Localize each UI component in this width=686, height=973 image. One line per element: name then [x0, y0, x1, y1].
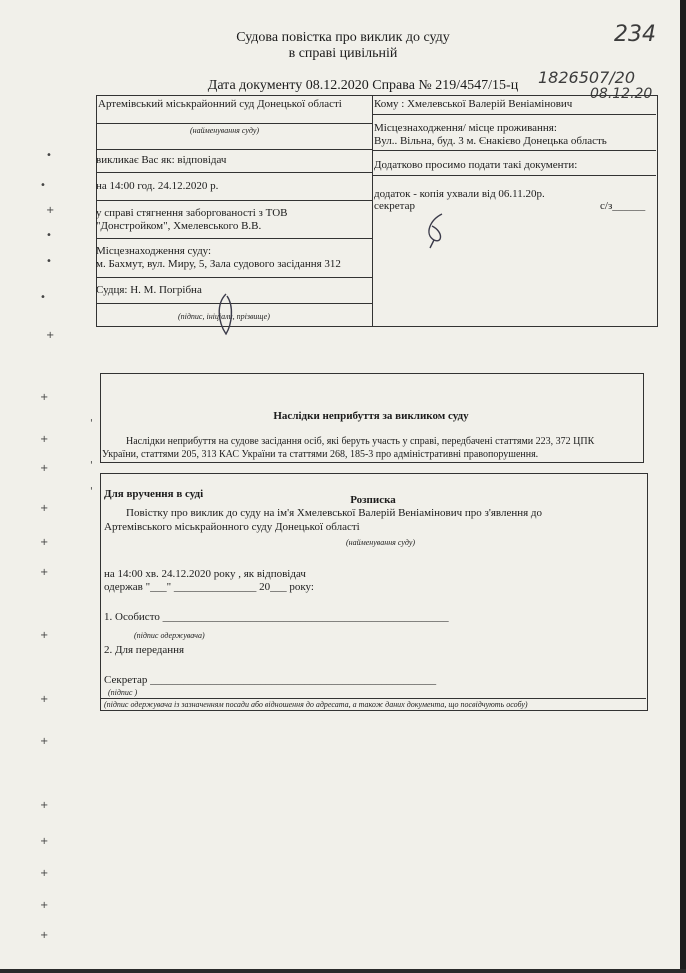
margin-dot: + — [40, 900, 49, 911]
case-subject-line2: "Донстройком", Хмелевського В.В. — [96, 220, 262, 232]
received-date-line: одержав "___" _______________ 20___ року: — [104, 581, 314, 593]
margin-dot: • — [40, 292, 46, 303]
margin-dot: + — [40, 694, 49, 705]
case-subject-line1: у справі стягнення заборгованості з ТОВ — [96, 207, 288, 219]
signature-caption: (підпис, ініціали, прізвище) — [178, 312, 270, 321]
for-transfer-line: 2. Для передання — [104, 644, 185, 656]
margin-dot: + — [40, 434, 49, 445]
recipient-signature-caption: (підпис одержувача) — [134, 631, 205, 640]
divider — [372, 175, 656, 176]
margin-dot: + — [40, 630, 49, 641]
divider — [96, 277, 372, 278]
divider — [96, 172, 372, 173]
court-location-label: Місцезнаходження суду: — [96, 245, 212, 257]
consequences-text-line2: України, статтями 205, 313 КАС України та статтями 268, 185-3 про адміністративні правопорушення. — [102, 449, 539, 460]
divider — [96, 200, 372, 201]
handwritten-signature-judge — [212, 290, 242, 338]
consequences-text-line1: Наслідки неприбуття на судове засідання осіб, які беруть участь у справі, передбачені статтями 223, 372 ЦПК — [126, 436, 595, 447]
margin-dot: + — [40, 503, 49, 514]
court-location-value: м. Бахмут, вул. Миру, 5, Зала судового засідання 312 — [96, 258, 341, 270]
receipt-court-caption: (найменування суду) — [346, 538, 416, 547]
consequences-title: Наслідки неприбуття за викликом суду — [273, 410, 469, 422]
margin-dot: • — [46, 230, 52, 241]
court-caption: (найменування суду) — [190, 126, 260, 135]
margin-dot: + — [40, 392, 49, 403]
receipt-time-line: на 14:00 хв. 24.12.2020 року , як відповідач — [104, 568, 306, 580]
handwritten-case-number: 1826507/20 — [538, 68, 636, 87]
receipt-title: Розписка — [350, 494, 396, 506]
scan-edge-bottom — [0, 969, 686, 973]
margin-dot: + — [40, 868, 49, 879]
judge-name: Судця: Н. М. Погрібна — [96, 284, 202, 296]
margin-dot: + — [40, 930, 49, 941]
margin-dot: + — [40, 836, 49, 847]
margin-dot: + — [46, 205, 55, 216]
handwritten-date: 08.12.20 — [590, 86, 653, 102]
margin-dot: + — [46, 330, 55, 341]
hearing-time: на 14:00 год. 24.12.2020 р. — [96, 180, 219, 192]
margin-dot: • — [40, 180, 46, 191]
residence-label: Місцезнаходження/ місце проживання: — [374, 122, 557, 134]
divider — [372, 150, 656, 151]
margin-dot: + — [40, 463, 49, 474]
scan-edge-right — [680, 0, 686, 973]
secretary-label: секретар — [374, 200, 415, 212]
extra-docs-label: Додатково просимо подати такі документи: — [374, 159, 578, 171]
attachment: додаток - копія ухвали від 06.11.20р. — [374, 188, 545, 200]
divider — [372, 114, 656, 115]
document-title: Судова повістка про виклик до суду — [236, 30, 450, 45]
secretary-sign-caption: (підпис ) — [108, 688, 138, 697]
divider — [96, 123, 372, 124]
divider — [96, 149, 372, 150]
document-subtitle: в справі цивільній — [288, 46, 398, 61]
secretary-sign: с/з______ — [600, 200, 646, 212]
for-court-label: Для вручення в суді — [104, 488, 204, 500]
margin-dot: • — [46, 256, 52, 267]
residence-value: Вул.. Вільна, буд. 3 м. Єнакієво Донецька область — [374, 135, 607, 147]
addressee: Кому : Хмелевської Валерій Веніамінович — [374, 98, 573, 110]
handwritten-signature-secretary — [420, 210, 450, 250]
personally-line: 1. Особисто ____________________________________________________ — [104, 611, 449, 623]
divider — [96, 238, 372, 239]
margin-dot: ' — [90, 460, 93, 471]
margin-dot: + — [40, 736, 49, 747]
receipt-footer-caption: (підпис одержувача із зазначенням посади або відношення до адресата, а також даних документа, що посвідчують особу) — [104, 700, 528, 709]
margin-dot: + — [40, 537, 49, 548]
margin-dot: + — [40, 567, 49, 578]
table-divider — [372, 95, 373, 327]
receipt-text-line2: Артемівського міськрайонного суду Донецької області — [104, 521, 360, 533]
receipt-text-line1: Повістку про виклик до суду на ім'я Хмелевської Валерій Веніамінович про з'явлення до — [126, 507, 543, 519]
document-date-case: Дата документу 08.12.2020 Справа № 219/4547/15-ц — [207, 78, 519, 93]
margin-dot: ' — [90, 418, 93, 429]
secretary-sign-line: Секретар ____________________________________________________ — [104, 674, 437, 686]
margin-dot: + — [40, 800, 49, 811]
handwritten-page-number: 234 — [614, 22, 656, 47]
summons-role: викликає Вас як: відповідач — [96, 154, 227, 166]
margin-dot: • — [46, 150, 52, 161]
divider — [100, 698, 646, 699]
margin-dot: ' — [90, 486, 93, 497]
court-name: Артемівський міськрайонний суд Донецької області — [98, 98, 342, 110]
